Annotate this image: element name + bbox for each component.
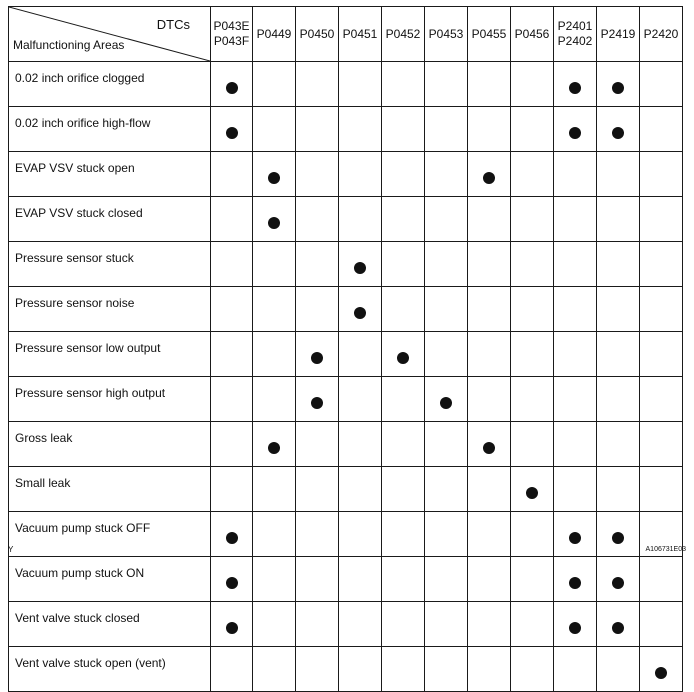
matrix-cell <box>425 62 468 107</box>
matrix-cell <box>511 602 554 647</box>
matrix-cell <box>597 197 640 242</box>
matrix-cell <box>640 152 683 197</box>
dtc-code: P2401 <box>557 19 593 33</box>
applicable-dot-icon <box>483 442 495 454</box>
applicable-dot-icon <box>526 487 538 499</box>
applicable-dot-icon <box>612 532 624 544</box>
dtc-column-header <box>640 7 683 62</box>
matrix-cell <box>339 332 382 377</box>
table-row <box>9 197 683 242</box>
applicable-dot-icon <box>612 82 624 94</box>
matrix-cell <box>339 422 382 467</box>
matrix-cell <box>296 557 339 602</box>
applicable-dot-icon <box>311 352 323 364</box>
dtc-code: P0456 <box>514 26 550 41</box>
matrix-cell <box>640 287 683 332</box>
corner-header-cell <box>9 7 211 62</box>
matrix-cell <box>253 152 296 197</box>
malfunction-area-label: Pressure sensor low output <box>9 332 211 377</box>
matrix-cell <box>511 647 554 692</box>
dtc-column-header <box>296 7 339 62</box>
dtc-code: P0450 <box>299 26 335 41</box>
matrix-cell <box>511 107 554 152</box>
matrix-cell <box>211 152 253 197</box>
matrix-cell <box>554 287 597 332</box>
table-row <box>9 287 683 332</box>
matrix-cell <box>253 107 296 152</box>
matrix-cell <box>211 602 253 647</box>
matrix-cell <box>425 152 468 197</box>
matrix-cell <box>382 647 425 692</box>
matrix-cell <box>425 557 468 602</box>
matrix-cell <box>382 512 425 557</box>
dtc-column-header <box>253 7 296 62</box>
matrix-cell <box>597 512 640 557</box>
matrix-cell <box>339 467 382 512</box>
table-row <box>9 602 683 647</box>
footer-left-mark: Y <box>8 545 14 554</box>
matrix-cell <box>468 377 511 422</box>
header-row <box>9 7 683 62</box>
matrix-cell <box>640 557 683 602</box>
matrix-cell <box>511 197 554 242</box>
matrix-cell <box>382 332 425 377</box>
matrix-cell <box>253 512 296 557</box>
matrix-cell <box>425 107 468 152</box>
matrix-cell <box>597 62 640 107</box>
matrix-cell <box>468 647 511 692</box>
matrix-cell <box>597 152 640 197</box>
dtc-code: P0453 <box>428 26 464 41</box>
matrix-cell <box>554 62 597 107</box>
table-row <box>9 512 683 557</box>
malfunction-area-label: Vent valve stuck open (vent) <box>9 647 211 692</box>
matrix-cell <box>253 197 296 242</box>
malfunction-area-label: Gross leak <box>9 422 211 467</box>
matrix-cell <box>296 647 339 692</box>
matrix-cell <box>253 377 296 422</box>
matrix-cell <box>468 602 511 647</box>
matrix-cell <box>211 422 253 467</box>
matrix-cell <box>211 467 253 512</box>
applicable-dot-icon <box>354 307 366 319</box>
dtc-column-header <box>425 7 468 62</box>
dtc-code: P2419 <box>600 26 636 41</box>
matrix-cell <box>253 62 296 107</box>
matrix-cell <box>554 557 597 602</box>
table-row <box>9 647 683 692</box>
applicable-dot-icon <box>440 397 452 409</box>
malfunction-area-label: Vacuum pump stuck ON <box>9 557 211 602</box>
malfunction-area-label: Pressure sensor stuck <box>9 242 211 287</box>
malfunction-area-label: Pressure sensor high output <box>9 377 211 422</box>
table-row <box>9 557 683 602</box>
matrix-cell <box>382 602 425 647</box>
table-row <box>9 242 683 287</box>
matrix-cell <box>253 602 296 647</box>
applicable-dot-icon <box>655 667 667 679</box>
applicable-dot-icon <box>226 577 238 589</box>
dtc-code: P0451 <box>342 26 378 41</box>
matrix-cell <box>468 332 511 377</box>
applicable-dot-icon <box>268 172 280 184</box>
dtc-code: P043E <box>213 19 250 33</box>
malfunction-area-label: 0.02 inch orifice clogged <box>9 62 211 107</box>
matrix-cell <box>597 602 640 647</box>
dtc-column-header <box>511 7 554 62</box>
matrix-cell <box>296 152 339 197</box>
matrix-cell <box>511 377 554 422</box>
applicable-dot-icon <box>569 127 581 139</box>
matrix-cell <box>296 62 339 107</box>
dtc-column-header <box>382 7 425 62</box>
matrix-cell <box>468 242 511 287</box>
matrix-cell <box>597 287 640 332</box>
matrix-cell <box>554 467 597 512</box>
malfunction-area-label: Vacuum pump stuck OFF <box>9 512 211 557</box>
matrix-cell <box>382 107 425 152</box>
matrix-cell <box>211 647 253 692</box>
matrix-cell <box>339 107 382 152</box>
matrix-cell <box>382 152 425 197</box>
matrix-cell <box>597 557 640 602</box>
matrix-cell <box>296 332 339 377</box>
matrix-body <box>9 62 683 692</box>
applicable-dot-icon <box>311 397 323 409</box>
applicable-dot-icon <box>612 127 624 139</box>
malfunction-area-label: Pressure sensor noise <box>9 287 211 332</box>
matrix-cell <box>296 197 339 242</box>
matrix-cell <box>554 107 597 152</box>
matrix-cell <box>382 197 425 242</box>
matrix-cell <box>253 467 296 512</box>
dtc-code: P2402 <box>557 34 593 48</box>
matrix-cell <box>554 332 597 377</box>
applicable-dot-icon <box>226 532 238 544</box>
applicable-dot-icon <box>226 622 238 634</box>
applicable-dot-icon <box>397 352 409 364</box>
dtcs-label: DTCs <box>156 17 190 32</box>
dtc-column-header <box>554 7 597 62</box>
dtc-code: P0449 <box>256 26 292 41</box>
applicable-dot-icon <box>226 82 238 94</box>
matrix-cell <box>339 152 382 197</box>
table-row <box>9 422 683 467</box>
matrix-cell <box>554 422 597 467</box>
matrix-cell <box>211 197 253 242</box>
matrix-cell <box>211 377 253 422</box>
matrix-cell <box>597 242 640 287</box>
matrix-cell <box>468 107 511 152</box>
matrix-cell <box>640 332 683 377</box>
matrix-cell <box>468 512 511 557</box>
matrix-cell <box>640 242 683 287</box>
matrix-cell <box>253 332 296 377</box>
matrix-cell <box>640 602 683 647</box>
matrix-cell <box>425 647 468 692</box>
malfunctioning-areas-label: Malfunctioning Areas <box>13 38 125 52</box>
matrix-cell <box>640 107 683 152</box>
matrix-cell <box>640 197 683 242</box>
matrix-cell <box>597 647 640 692</box>
matrix-cell <box>554 377 597 422</box>
table-row <box>9 467 683 512</box>
matrix-cell <box>425 332 468 377</box>
matrix-cell <box>640 377 683 422</box>
matrix-cell <box>296 107 339 152</box>
dtc-column-header <box>468 7 511 62</box>
malfunction-area-label: Small leak <box>9 467 211 512</box>
malfunction-area-label: EVAP VSV stuck closed <box>9 197 211 242</box>
matrix-cell <box>339 197 382 242</box>
matrix-cell <box>339 62 382 107</box>
matrix-cell <box>296 242 339 287</box>
matrix-cell <box>640 467 683 512</box>
matrix-cell <box>382 422 425 467</box>
matrix-cell <box>468 62 511 107</box>
matrix-cell <box>339 557 382 602</box>
matrix-cell <box>554 512 597 557</box>
matrix-cell <box>211 512 253 557</box>
matrix-cell <box>640 422 683 467</box>
matrix-cell <box>425 287 468 332</box>
matrix-cell <box>339 242 382 287</box>
dtc-code: P043F <box>213 34 250 48</box>
matrix-cell <box>511 467 554 512</box>
matrix-cell <box>511 512 554 557</box>
matrix-cell <box>253 557 296 602</box>
matrix-cell <box>554 242 597 287</box>
matrix-cell <box>640 62 683 107</box>
matrix-cell <box>468 197 511 242</box>
applicable-dot-icon <box>569 82 581 94</box>
matrix-cell <box>339 602 382 647</box>
matrix-cell <box>425 512 468 557</box>
matrix-cell <box>425 242 468 287</box>
matrix-cell <box>597 422 640 467</box>
matrix-cell <box>511 242 554 287</box>
matrix-cell <box>296 512 339 557</box>
matrix-cell <box>511 62 554 107</box>
matrix-cell <box>597 377 640 422</box>
table-row <box>9 332 683 377</box>
matrix-cell <box>253 242 296 287</box>
matrix-cell <box>597 107 640 152</box>
dtc-matrix-table <box>8 6 683 692</box>
applicable-dot-icon <box>569 577 581 589</box>
applicable-dot-icon <box>569 622 581 634</box>
matrix-cell <box>382 287 425 332</box>
matrix-cell <box>339 647 382 692</box>
applicable-dot-icon <box>483 172 495 184</box>
matrix-cell <box>511 287 554 332</box>
dtc-code: P2420 <box>643 26 679 41</box>
matrix-cell <box>511 152 554 197</box>
matrix-cell <box>211 107 253 152</box>
matrix-cell <box>468 467 511 512</box>
matrix-cell <box>468 152 511 197</box>
matrix-cell <box>253 647 296 692</box>
figure-code: A106731E03 <box>645 546 686 553</box>
matrix-cell <box>296 602 339 647</box>
matrix-cell <box>640 647 683 692</box>
matrix-cell <box>253 422 296 467</box>
matrix-cell <box>554 197 597 242</box>
matrix-cell <box>382 242 425 287</box>
applicable-dot-icon <box>268 442 280 454</box>
matrix-cell <box>597 467 640 512</box>
matrix-cell <box>211 557 253 602</box>
matrix-cell <box>296 377 339 422</box>
matrix-cell <box>382 557 425 602</box>
matrix-cell <box>468 422 511 467</box>
matrix-cell <box>554 647 597 692</box>
applicable-dot-icon <box>354 262 366 274</box>
matrix-cell <box>339 377 382 422</box>
applicable-dot-icon <box>226 127 238 139</box>
matrix-cell <box>296 467 339 512</box>
matrix-cell <box>211 287 253 332</box>
table-row <box>9 377 683 422</box>
matrix-cell <box>211 62 253 107</box>
table-row <box>9 107 683 152</box>
malfunction-area-label: 0.02 inch orifice high-flow <box>9 107 211 152</box>
matrix-cell <box>597 332 640 377</box>
applicable-dot-icon <box>569 532 581 544</box>
matrix-cell <box>468 287 511 332</box>
matrix-cell <box>339 512 382 557</box>
dtc-column-header <box>211 7 253 62</box>
matrix-cell <box>554 152 597 197</box>
malfunction-area-label: EVAP VSV stuck open <box>9 152 211 197</box>
applicable-dot-icon <box>612 622 624 634</box>
applicable-dot-icon <box>612 577 624 589</box>
matrix-cell <box>425 422 468 467</box>
matrix-cell <box>211 332 253 377</box>
matrix-cell <box>511 422 554 467</box>
dtc-column-header <box>597 7 640 62</box>
matrix-cell <box>554 602 597 647</box>
matrix-cell <box>382 467 425 512</box>
matrix-cell <box>211 242 253 287</box>
matrix-cell <box>253 287 296 332</box>
matrix-cell <box>296 422 339 467</box>
corner-diagonal-line <box>9 7 210 61</box>
matrix-cell <box>511 332 554 377</box>
matrix-cell <box>425 377 468 422</box>
table-row <box>9 62 683 107</box>
matrix-cell <box>382 377 425 422</box>
matrix-cell <box>296 287 339 332</box>
dtc-code: P0455 <box>471 26 507 41</box>
matrix-cell <box>468 557 511 602</box>
malfunction-area-label: Vent valve stuck closed <box>9 602 211 647</box>
dtc-column-header <box>339 7 382 62</box>
matrix-cell <box>511 557 554 602</box>
matrix-cell <box>425 467 468 512</box>
matrix-cell <box>425 197 468 242</box>
table-row <box>9 152 683 197</box>
matrix-cell <box>382 62 425 107</box>
matrix-cell <box>425 602 468 647</box>
dtc-code: P0452 <box>385 26 421 41</box>
applicable-dot-icon <box>268 217 280 229</box>
matrix-cell <box>339 287 382 332</box>
